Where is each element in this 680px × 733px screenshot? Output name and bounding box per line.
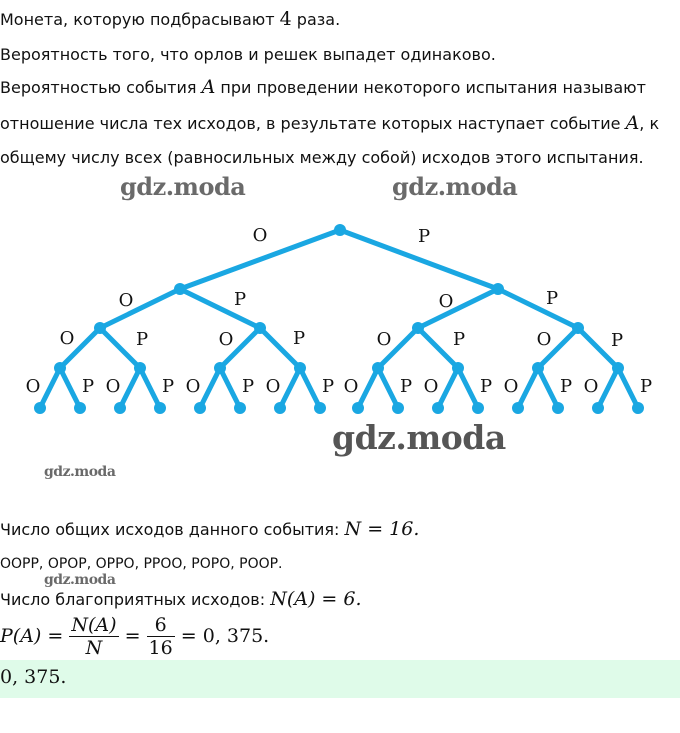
- tree-node: [552, 402, 564, 414]
- tree-branch: [100, 328, 140, 368]
- watermark: gdz.moda: [332, 418, 506, 457]
- tree-branch: [120, 368, 140, 408]
- tree-branch: [438, 368, 458, 408]
- definition-line-3: общему числу всех (равносильных между собой) исходов этого испытания.: [0, 148, 644, 167]
- tree-node: [592, 402, 604, 414]
- tree-branch-label: Р: [321, 376, 335, 397]
- tree-node: [512, 402, 524, 414]
- tree-branch-label: О: [438, 291, 454, 312]
- question-line: Вероятность того, что орлов и решек выпадет одинаково.: [0, 45, 496, 64]
- tree-branch: [180, 289, 260, 328]
- tree-node: [194, 402, 206, 414]
- tree-branch: [458, 368, 478, 408]
- tree-node: [234, 402, 246, 414]
- tree-branch: [618, 368, 638, 408]
- tree-branch-label: Р: [135, 329, 149, 350]
- tree-branch-label: Р: [233, 289, 247, 310]
- tree-branch: [538, 368, 558, 408]
- tree-node: [412, 322, 424, 334]
- favorable-count-line: Число благоприятных исходов: N(A) = 6.: [0, 588, 362, 610]
- tree-node: [492, 283, 504, 295]
- tree-branch-label: О: [25, 376, 41, 397]
- tree-branch-label: О: [118, 290, 134, 311]
- tree-branch-label: О: [376, 329, 392, 350]
- tree-node: [174, 283, 186, 295]
- tree-branch-label: О: [59, 328, 75, 349]
- tree-branch: [40, 368, 60, 408]
- tree-node: [274, 402, 286, 414]
- tree-branch-label: Р: [417, 226, 431, 247]
- tree-branch: [300, 368, 320, 408]
- tree-branch-label: О: [423, 376, 439, 397]
- tree-branch-label: Р: [479, 376, 493, 397]
- tree-branch: [378, 368, 398, 408]
- tree-node: [432, 402, 444, 414]
- tree-node: [372, 362, 384, 374]
- tree-branch: [598, 368, 618, 408]
- tree-branch-label: О: [218, 329, 234, 350]
- tree-branch-label: О: [343, 376, 359, 397]
- tree-branch-label: Р: [610, 330, 624, 351]
- tree-node: [154, 402, 166, 414]
- probability-formula: P(A) = $\frac{N(A)}{N}$ = $\frac{6}{16}$ = 0, 375.: [0, 614, 270, 659]
- tree-branch: [280, 368, 300, 408]
- tree-node: [94, 322, 106, 334]
- definition-line-1: Вероятностью события A при проведении некоторого испытания называют: [0, 76, 646, 98]
- answer-box: [0, 660, 680, 698]
- tree-branch-label: О: [185, 376, 201, 397]
- total-outcomes-line: Число общих исходов данного события: N = 16.: [0, 518, 420, 540]
- tree-node: [334, 224, 346, 236]
- tree-node: [632, 402, 644, 414]
- tree-branch-label: Р: [161, 376, 175, 397]
- tree-branch: [518, 368, 538, 408]
- watermark: gdz.moda: [44, 464, 116, 480]
- tree-branch-label: Р: [559, 376, 573, 397]
- tree-node: [74, 402, 86, 414]
- tree-node: [612, 362, 624, 374]
- tree-branch: [358, 368, 378, 408]
- probability-tree-diagram: [0, 170, 680, 420]
- fraction-values: $\frac{6}{16}$: [148, 614, 173, 659]
- tree-branch-label: Р: [81, 376, 95, 397]
- tree-branch: [220, 368, 240, 408]
- tree-node: [572, 322, 584, 334]
- tree-node: [214, 362, 226, 374]
- watermark: gdz.moda: [44, 572, 116, 588]
- tree-node: [314, 402, 326, 414]
- tree-branch-label: Р: [399, 376, 413, 397]
- tree-branch: [140, 368, 160, 408]
- tree-node: [54, 362, 66, 374]
- tree-branch: [418, 289, 498, 328]
- tree-branch-label: Р: [292, 328, 306, 349]
- tree-node: [392, 402, 404, 414]
- tree-branch: [498, 289, 578, 328]
- tree-branch-label: Р: [241, 376, 255, 397]
- tree-node: [532, 362, 544, 374]
- tree-branch-label: Р: [639, 376, 653, 397]
- fraction-n: $\frac{N(A)}{N}$: [71, 614, 117, 659]
- tree-branch: [60, 368, 80, 408]
- tree-node: [34, 402, 46, 414]
- tree-node: [352, 402, 364, 414]
- tree-branch-label: О: [503, 376, 519, 397]
- tree-node: [294, 362, 306, 374]
- tree-branch-label: О: [105, 376, 121, 397]
- tree-branch-label: О: [265, 376, 281, 397]
- tree-node: [452, 362, 464, 374]
- task-line: Монета, которую подбрасывают 4 раза.: [0, 8, 341, 30]
- tree-branch: [200, 368, 220, 408]
- tree-branch-label: Р: [452, 329, 466, 350]
- tree-branch-label: О: [252, 225, 268, 246]
- tree-branch-label: Р: [545, 288, 559, 309]
- favorable-outcomes-list: ООРР, ОРОР, ОРРО, РРОО, РОРО, РООР.: [0, 556, 283, 572]
- tree-node: [114, 402, 126, 414]
- watermark: gdz.moda: [392, 172, 518, 201]
- tree-node: [472, 402, 484, 414]
- tree-node: [254, 322, 266, 334]
- tree-node: [134, 362, 146, 374]
- watermark: gdz.moda: [120, 172, 246, 201]
- answer-value: 0, 375.: [0, 666, 67, 688]
- tree-branch-label: О: [583, 376, 599, 397]
- definition-line-2: отношение числа тех исходов, в результате которых наступает событие A, к: [0, 112, 660, 134]
- tree-branch-label: О: [536, 329, 552, 350]
- tree-branch: [100, 289, 180, 328]
